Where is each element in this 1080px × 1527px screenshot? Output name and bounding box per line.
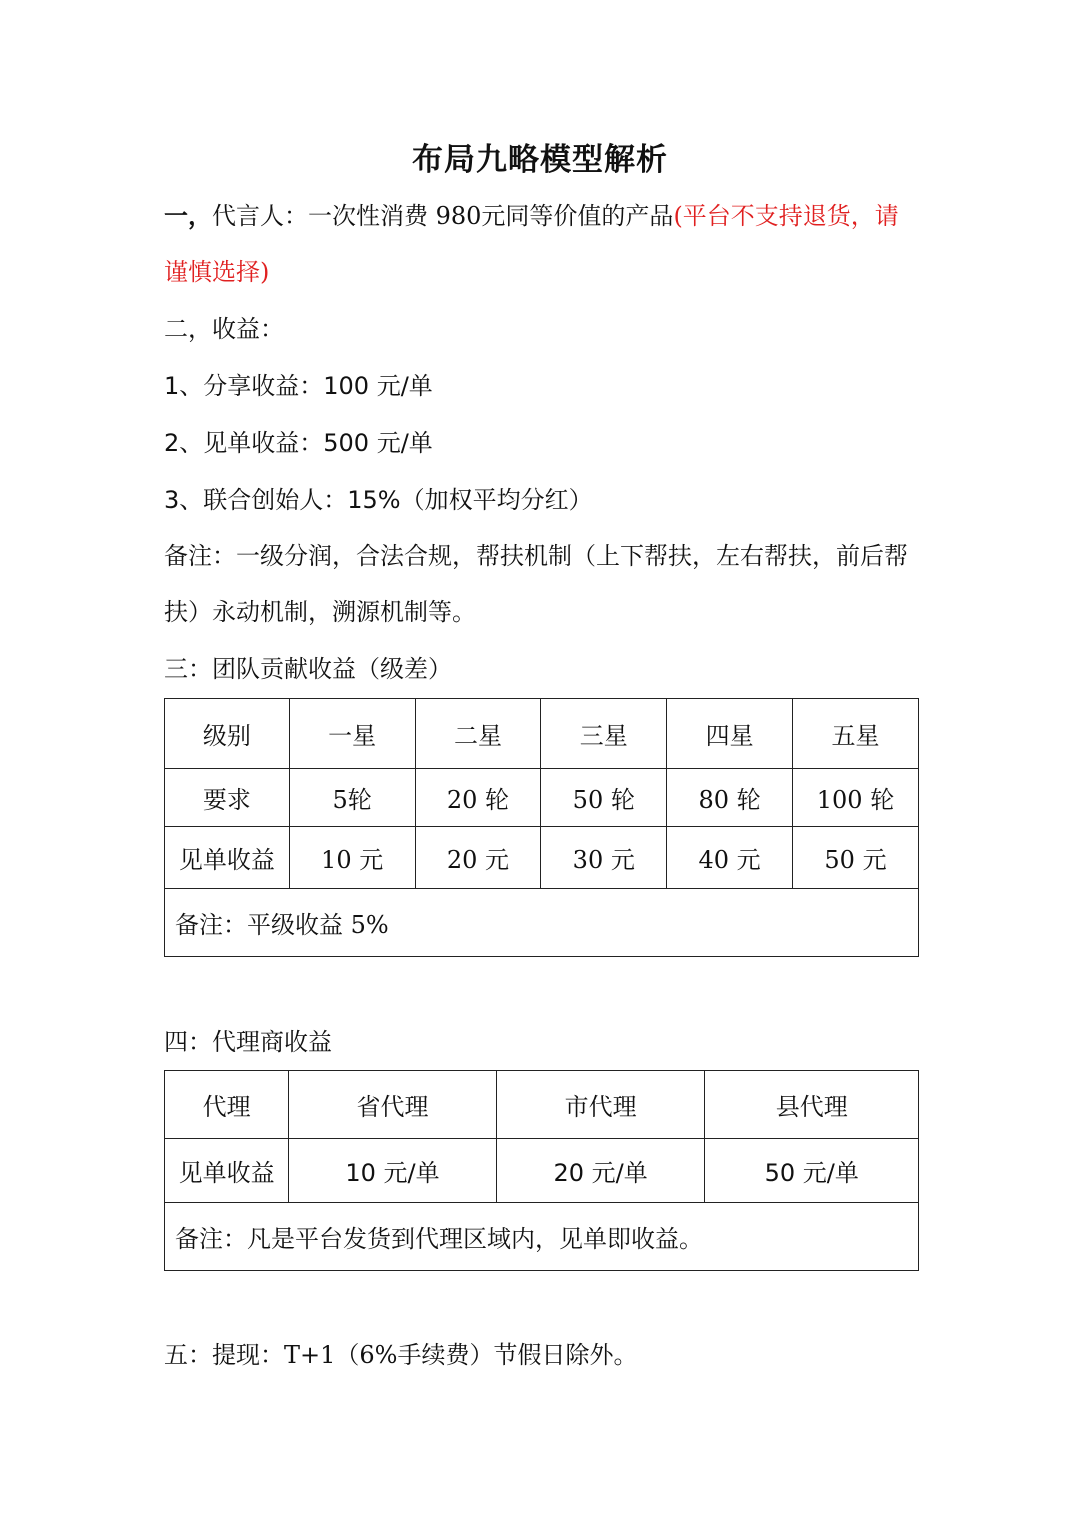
table-cell: 40 元 [667,827,793,889]
table-row [165,1071,919,1139]
table-cell: 见单收益 [165,827,290,889]
section-2-heading: 二，收益： [164,315,284,343]
agent-income-table [164,1070,919,1271]
table-cell: 见单收益 [165,1139,289,1203]
team-contribution-table [164,698,919,957]
table-cell: 20 元 [415,827,541,889]
section-2-note-line-1: 备注：一级分润，合法合规，帮扶机制（上下帮扶，左右帮扶，前后帮 [164,542,908,570]
table-cell: 100 轮 [792,769,918,827]
table-row [165,769,919,827]
table-header-cell: 市代理 [496,1071,705,1139]
income-item-2: 2、见单收益：500 元/单 [164,429,433,457]
table-cell: 10 元/单 [289,1139,497,1203]
table-header-cell: 二星 [415,699,541,769]
section-4-heading: 四：代理商收益 [164,1028,332,1056]
table-cell: 20 元/单 [496,1139,705,1203]
section-1-warning-part-2: 谨慎选择) [164,258,270,286]
document-title: 布局九略模型解析 [412,142,668,178]
table-note-row [165,889,919,957]
table-header-cell: 代理 [165,1071,289,1139]
section-1-lead: 一， [164,201,212,230]
section-3-heading: 三：团队贡献收益（级差） [164,655,452,683]
table-header-cell: 县代理 [705,1071,919,1139]
table-note: 备注：平级收益 5% [165,889,919,957]
table-cell: 20 轮 [415,769,541,827]
table-row [165,699,919,769]
table-header-cell: 一星 [289,699,415,769]
section-5-text: 五：提现：T+1（6%手续费）节假日除外。 [164,1341,638,1369]
section-2-note-line-2: 扶）永动机制，溯源机制等。 [164,598,476,626]
table-cell: 5轮 [289,769,415,827]
section-1-line-1 [164,200,924,232]
section-1-text: 代言人：一次性消费 980元同等价值的产品 [212,202,674,230]
table-note-row [165,1203,919,1271]
table-row [165,827,919,889]
table-header-cell: 五星 [792,699,918,769]
income-item-1: 1、分享收益：100 元/单 [164,372,433,400]
table-cell: 50 元/单 [705,1139,919,1203]
income-item-3: 3、联合创始人：15%（加权平均分红） [164,486,593,514]
table-header-cell: 四星 [667,699,793,769]
table-row [165,1139,919,1203]
table-cell: 50 轮 [541,769,667,827]
table-cell: 要求 [165,769,290,827]
table-note: 备注：凡是平台发货到代理区域内，见单即收益。 [165,1203,919,1271]
table-header-cell: 省代理 [289,1071,497,1139]
table-cell: 80 轮 [667,769,793,827]
table-cell: 30 元 [541,827,667,889]
table-header-cell: 级别 [165,699,290,769]
table-header-cell: 三星 [541,699,667,769]
table-cell: 10 元 [289,827,415,889]
section-1-warning-part-1: (平台不支持退货，请 [673,202,899,230]
table-cell: 50 元 [792,827,918,889]
